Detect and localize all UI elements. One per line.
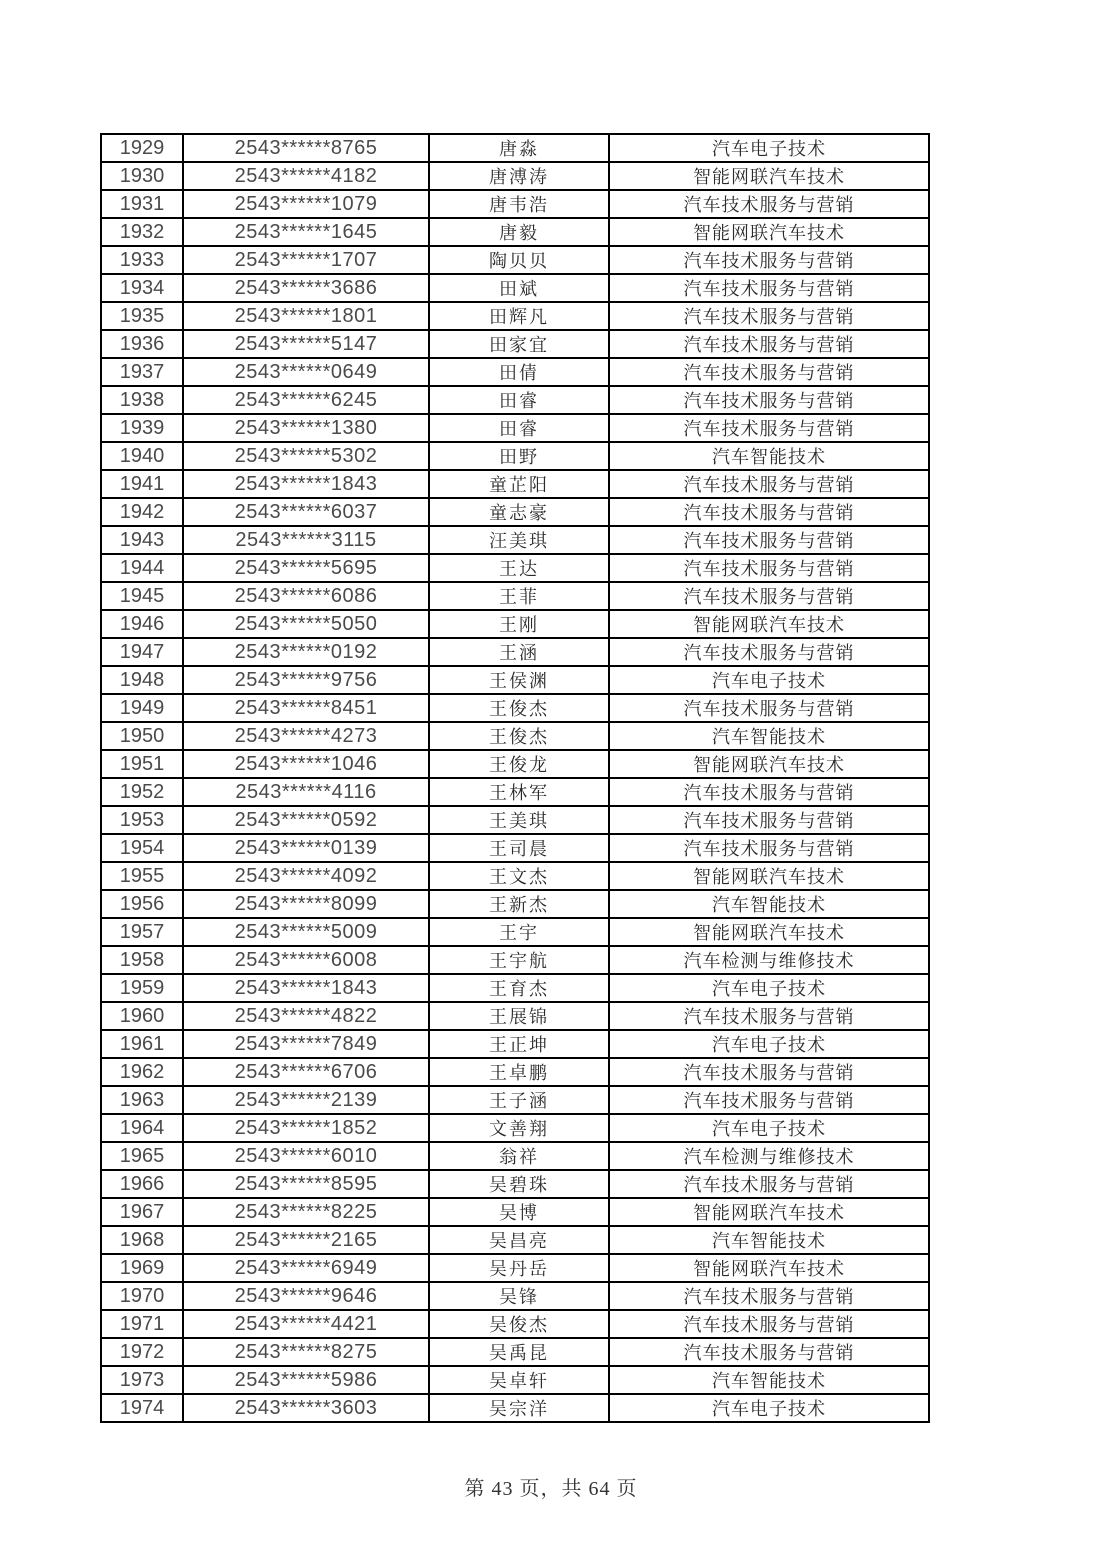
cell-row-number: 1947 [101,638,183,666]
table-row [101,750,929,778]
cell-row-number: 1933 [101,246,183,274]
cell-major: 汽车技术服务与营销 [609,498,929,526]
table-row [101,638,929,666]
cell-student-name: 王涵 [429,638,609,666]
cell-exam-id: 2543******5147 [183,330,429,358]
cell-exam-id: 2543******1852 [183,1114,429,1142]
cell-major: 汽车技术服务与营销 [609,414,929,442]
cell-row-number: 1946 [101,610,183,638]
cell-major: 汽车智能技术 [609,442,929,470]
cell-row-number: 1935 [101,302,183,330]
cell-exam-id: 2543******4116 [183,778,429,806]
cell-exam-id: 2543******1843 [183,470,429,498]
cell-row-number: 1974 [101,1394,183,1422]
table-row [101,162,929,190]
cell-exam-id: 2543******1801 [183,302,429,330]
table-row [101,386,929,414]
cell-row-number: 1951 [101,750,183,778]
cell-exam-id: 2543******9756 [183,666,429,694]
cell-row-number: 1938 [101,386,183,414]
table-row [101,274,929,302]
table-row [101,302,929,330]
roster-table-body [101,134,929,1422]
cell-exam-id: 2543******5050 [183,610,429,638]
cell-student-name: 田斌 [429,274,609,302]
cell-student-name: 汪美琪 [429,526,609,554]
table-row [101,330,929,358]
cell-row-number: 1961 [101,1030,183,1058]
cell-student-name: 田家宜 [429,330,609,358]
cell-major: 智能网联汽车技术 [609,1198,929,1226]
cell-exam-id: 2543******3603 [183,1394,429,1422]
cell-exam-id: 2543******1046 [183,750,429,778]
cell-row-number: 1956 [101,890,183,918]
cell-exam-id: 2543******5986 [183,1366,429,1394]
cell-row-number: 1968 [101,1226,183,1254]
table-row [101,918,929,946]
table-row [101,1394,929,1422]
table-row [101,1170,929,1198]
cell-student-name: 王俊杰 [429,722,609,750]
cell-row-number: 1971 [101,1310,183,1338]
cell-exam-id: 2543******8099 [183,890,429,918]
cell-major: 汽车技术服务与营销 [609,386,929,414]
table-row [101,890,929,918]
cell-major: 汽车电子技术 [609,1114,929,1142]
cell-major: 汽车技术服务与营销 [609,1086,929,1114]
table-row [101,1030,929,1058]
cell-row-number: 1945 [101,582,183,610]
cell-row-number: 1960 [101,1002,183,1030]
cell-exam-id: 2543******8275 [183,1338,429,1366]
cell-major: 智能网联汽车技术 [609,218,929,246]
cell-student-name: 唐溥涛 [429,162,609,190]
cell-major: 汽车检测与维修技术 [609,1142,929,1170]
cell-exam-id: 2543******5009 [183,918,429,946]
cell-row-number: 1949 [101,694,183,722]
table-row [101,1114,929,1142]
table-row [101,666,929,694]
table-row [101,1310,929,1338]
cell-student-name: 王达 [429,554,609,582]
cell-major: 汽车技术服务与营销 [609,274,929,302]
cell-student-name: 吴丹岳 [429,1254,609,1282]
cell-exam-id: 2543******1079 [183,190,429,218]
cell-exam-id: 2543******9646 [183,1282,429,1310]
table-row [101,1142,929,1170]
cell-exam-id: 2543******8451 [183,694,429,722]
cell-row-number: 1934 [101,274,183,302]
cell-major: 汽车智能技术 [609,1366,929,1394]
cell-major: 汽车技术服务与营销 [609,582,929,610]
table-row [101,722,929,750]
cell-student-name: 唐毅 [429,218,609,246]
table-row [101,1226,929,1254]
cell-student-name: 童芷阳 [429,470,609,498]
table-row [101,218,929,246]
cell-major: 汽车技术服务与营销 [609,694,929,722]
cell-student-name: 吴禹昆 [429,1338,609,1366]
cell-row-number: 1939 [101,414,183,442]
cell-row-number: 1942 [101,498,183,526]
cell-exam-id: 2543******4421 [183,1310,429,1338]
cell-major: 智能网联汽车技术 [609,610,929,638]
cell-row-number: 1959 [101,974,183,1002]
cell-student-name: 王林军 [429,778,609,806]
cell-student-name: 王俊杰 [429,694,609,722]
cell-row-number: 1964 [101,1114,183,1142]
cell-student-name: 王司晨 [429,834,609,862]
table-row [101,1058,929,1086]
cell-row-number: 1932 [101,218,183,246]
cell-row-number: 1958 [101,946,183,974]
cell-student-name: 唐淼 [429,134,609,162]
cell-major: 智能网联汽车技术 [609,1254,929,1282]
table-row [101,1002,929,1030]
cell-major: 汽车技术服务与营销 [609,778,929,806]
cell-student-name: 王文杰 [429,862,609,890]
cell-exam-id: 2543******8765 [183,134,429,162]
cell-row-number: 1929 [101,134,183,162]
table-row [101,470,929,498]
cell-exam-id: 2543******8225 [183,1198,429,1226]
cell-major: 汽车技术服务与营销 [609,834,929,862]
cell-student-name: 王正坤 [429,1030,609,1058]
cell-student-name: 王宇 [429,918,609,946]
cell-exam-id: 2543******6706 [183,1058,429,1086]
cell-major: 汽车技术服务与营销 [609,246,929,274]
cell-student-name: 吴卓轩 [429,1366,609,1394]
cell-major: 汽车技术服务与营销 [609,806,929,834]
table-row [101,134,929,162]
cell-student-name: 王宇航 [429,946,609,974]
table-row [101,190,929,218]
cell-student-name: 王菲 [429,582,609,610]
cell-exam-id: 2543******3686 [183,274,429,302]
cell-exam-id: 2543******5302 [183,442,429,470]
cell-major: 汽车技术服务与营销 [609,358,929,386]
cell-student-name: 童志豪 [429,498,609,526]
cell-student-name: 田辉凡 [429,302,609,330]
cell-exam-id: 2543******7849 [183,1030,429,1058]
cell-major: 智能网联汽车技术 [609,162,929,190]
table-row [101,414,929,442]
cell-row-number: 1944 [101,554,183,582]
cell-student-name: 王展锦 [429,1002,609,1030]
cell-student-name: 吴博 [429,1198,609,1226]
cell-student-name: 田睿 [429,386,609,414]
cell-exam-id: 2543******0192 [183,638,429,666]
cell-row-number: 1953 [101,806,183,834]
cell-exam-id: 2543******0139 [183,834,429,862]
cell-exam-id: 2543******2139 [183,1086,429,1114]
table-row [101,1338,929,1366]
cell-student-name: 王俊龙 [429,750,609,778]
cell-major: 汽车电子技术 [609,974,929,1002]
cell-row-number: 1941 [101,470,183,498]
cell-row-number: 1966 [101,1170,183,1198]
cell-row-number: 1973 [101,1366,183,1394]
cell-exam-id: 2543******1645 [183,218,429,246]
cell-major: 汽车技术服务与营销 [609,1282,929,1310]
cell-row-number: 1948 [101,666,183,694]
cell-major: 智能网联汽车技术 [609,750,929,778]
table-row [101,442,929,470]
cell-major: 汽车技术服务与营销 [609,190,929,218]
cell-major: 汽车技术服务与营销 [609,1058,929,1086]
cell-row-number: 1950 [101,722,183,750]
table-row [101,498,929,526]
table-row [101,694,929,722]
cell-exam-id: 2543******0649 [183,358,429,386]
table-row [101,610,929,638]
cell-major: 汽车电子技术 [609,666,929,694]
cell-major: 汽车技术服务与营销 [609,470,929,498]
cell-major: 汽车智能技术 [609,1226,929,1254]
student-roster-table [100,133,930,1423]
cell-major: 汽车技术服务与营销 [609,302,929,330]
cell-exam-id: 2543******6037 [183,498,429,526]
cell-row-number: 1957 [101,918,183,946]
table-row [101,778,929,806]
table-row [101,1366,929,1394]
table-row [101,1254,929,1282]
table-row [101,862,929,890]
cell-exam-id: 2543******6010 [183,1142,429,1170]
cell-major: 汽车电子技术 [609,134,929,162]
cell-row-number: 1954 [101,834,183,862]
table-row [101,974,929,1002]
cell-row-number: 1972 [101,1338,183,1366]
page-indicator: 第 43 页，共 64 页 [464,1478,638,1500]
cell-major: 汽车技术服务与营销 [609,554,929,582]
cell-exam-id: 2543******8595 [183,1170,429,1198]
table-row [101,358,929,386]
table-row [101,834,929,862]
cell-student-name: 文善翔 [429,1114,609,1142]
cell-row-number: 1967 [101,1198,183,1226]
page-footer [0,1472,1102,1501]
cell-exam-id: 2543******4182 [183,162,429,190]
cell-exam-id: 2543******4273 [183,722,429,750]
cell-exam-id: 2543******2165 [183,1226,429,1254]
cell-major: 汽车技术服务与营销 [609,330,929,358]
cell-student-name: 田倩 [429,358,609,386]
table-row [101,246,929,274]
cell-student-name: 陶贝贝 [429,246,609,274]
cell-student-name: 吴俊杰 [429,1310,609,1338]
cell-row-number: 1930 [101,162,183,190]
cell-exam-id: 2543******1843 [183,974,429,1002]
cell-major: 汽车技术服务与营销 [609,1338,929,1366]
cell-major: 智能网联汽车技术 [609,918,929,946]
cell-major: 汽车技术服务与营销 [609,1310,929,1338]
table-row [101,1086,929,1114]
cell-exam-id: 2543******6949 [183,1254,429,1282]
cell-student-name: 田野 [429,442,609,470]
cell-major: 汽车电子技术 [609,1030,929,1058]
cell-row-number: 1970 [101,1282,183,1310]
cell-row-number: 1943 [101,526,183,554]
cell-major: 汽车技术服务与营销 [609,638,929,666]
cell-row-number: 1952 [101,778,183,806]
cell-exam-id: 2543******5695 [183,554,429,582]
cell-row-number: 1931 [101,190,183,218]
cell-student-name: 王子涵 [429,1086,609,1114]
cell-exam-id: 2543******4822 [183,1002,429,1030]
table-row [101,946,929,974]
cell-student-name: 王卓鹏 [429,1058,609,1086]
cell-student-name: 王育杰 [429,974,609,1002]
cell-student-name: 王侯渊 [429,666,609,694]
cell-row-number: 1940 [101,442,183,470]
cell-major: 汽车智能技术 [609,722,929,750]
cell-exam-id: 2543******6008 [183,946,429,974]
cell-student-name: 王刚 [429,610,609,638]
cell-exam-id: 2543******3115 [183,526,429,554]
table-row [101,526,929,554]
cell-major: 汽车技术服务与营销 [609,1170,929,1198]
cell-student-name: 吴锋 [429,1282,609,1310]
cell-exam-id: 2543******1380 [183,414,429,442]
cell-major: 汽车技术服务与营销 [609,526,929,554]
cell-student-name: 田睿 [429,414,609,442]
cell-major: 汽车检测与维修技术 [609,946,929,974]
cell-row-number: 1955 [101,862,183,890]
cell-row-number: 1937 [101,358,183,386]
cell-row-number: 1965 [101,1142,183,1170]
cell-student-name: 王新杰 [429,890,609,918]
cell-major: 汽车电子技术 [609,1394,929,1422]
cell-row-number: 1963 [101,1086,183,1114]
table-row [101,1198,929,1226]
table-row [101,806,929,834]
cell-student-name: 吴昌亮 [429,1226,609,1254]
cell-row-number: 1969 [101,1254,183,1282]
cell-exam-id: 2543******6245 [183,386,429,414]
cell-exam-id: 2543******4092 [183,862,429,890]
cell-major: 汽车技术服务与营销 [609,1002,929,1030]
cell-major: 汽车智能技术 [609,890,929,918]
cell-row-number: 1936 [101,330,183,358]
cell-student-name: 吴宗洋 [429,1394,609,1422]
table-row [101,554,929,582]
cell-major: 智能网联汽车技术 [609,862,929,890]
cell-row-number: 1962 [101,1058,183,1086]
cell-student-name: 翁祥 [429,1142,609,1170]
table-row [101,582,929,610]
cell-student-name: 吴碧珠 [429,1170,609,1198]
cell-exam-id: 2543******6086 [183,582,429,610]
table-row [101,1282,929,1310]
cell-student-name: 唐韦浩 [429,190,609,218]
cell-exam-id: 2543******1707 [183,246,429,274]
cell-student-name: 王美琪 [429,806,609,834]
cell-exam-id: 2543******0592 [183,806,429,834]
